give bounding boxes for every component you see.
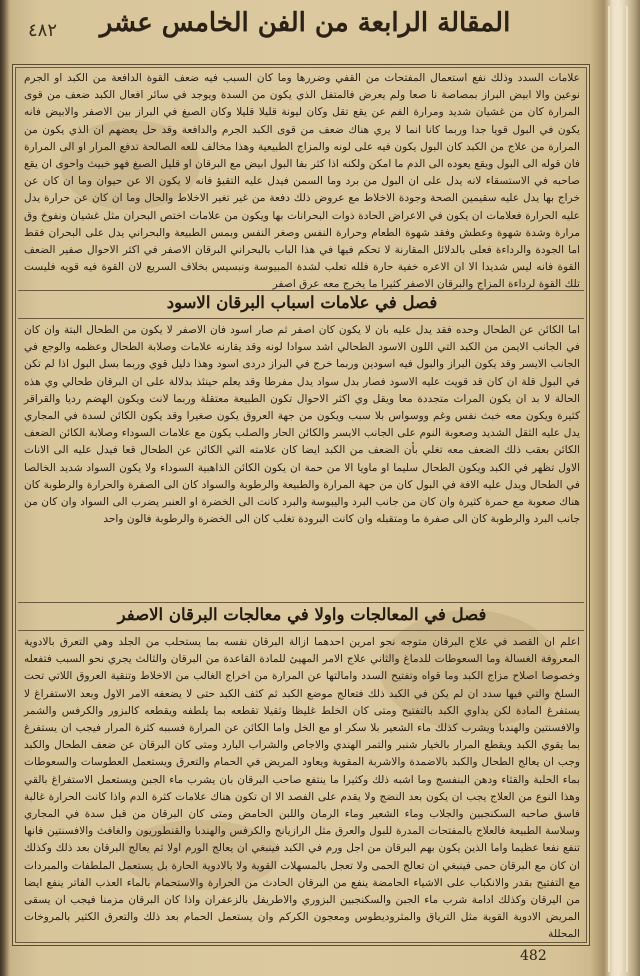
paragraph-1: علامات السدد وذلك نفع استعمال المفتحات من القفي وضررها وما كان السبب فيه ضعف القوة الدافعة من الكبد او الجرم نوعين والا ابيض البراز بمصاصة نا صعا ولم يعرض فالمتفل الذي يكون من السدة ويوجد في سائر افعال الكبد ضعف من قوى المرارة كان من غشيان شديد ومرارة الفم عن يقع تقل وكان ليونة قليلا قليلا وكان الصبغ في البراز بين الاصفر والابيض فانه يكون في البول قويا جدا وربما كانا انما لا يري هناك ضعف من قوى الكبد الجرم والدافعة وقد حل يعضهم ان الذي يكون من المرارة من علاج من الكبد كان البول يكون فيه على لونه والمزاج الطبيعية وهذا مخالف للعه الصالحة تدفع المرار او الى المرارة فان قوله الى البول ويقع يعوده الى الدم ما امكن ولكنه اذا كثر بفا البول ابيض مع البرقان او قليل الصبغ فهو خبيث واحوى ان يقع صاحبه في الاستسقاء لانه يدل على ان البول من برد وما السمن فيدل عليه التقيؤ فانه لا يكون الا عن حيوان وما ان كان عن خراج بها يدل عليه سقيمين الصحة وجودة الاخلاط مع عروض ذلك دفعة من غير تغير الاخلاط والحال وما ان كان عن حرارة يدل عليه الحرارة فعلامات ان يكون في الاعراض الحادة ذوات البحرانات بها ويكون من علامات اختص البحران مثل غشيان ونفوخ وق مرارة وشدة شهوة وعطش وفقد شهوة الطعام وحرارة النفس وصغر النفس وبمس الطبيعة والبحراني يدل على البحران فقط اما الجودة والرداءة فعلى بالدلائل المقارنة لا تحكم فيها في هذا الباب بالبحراني البرقان الاصفر في اكثر الاحوال صفير الضعف القوة فانه ليس شديدا الا ان الاعره خفية حارة فلله تعلب لشدة المبيوسة ونبسيس بخلاف السريع لان القوة فيه قويه فليست تلك القوة لرداءة المزاج والبرقان الاصفر كثيرا ما يخرج معه عرق اصفر (24, 72, 580, 291)
section-heading-1: فصل في علامات اسباب البرقان الاسود (166, 293, 438, 312)
page-title: المقالة الرابعة من الفن الخامس عشر (99, 8, 511, 38)
paragraph-2: اما الكائن عن الطحال وحده فقد يدل عليه بان لا يكون كان اصفر ثم صار اسود فان الاصفر لا يكون من الطحال البتة وان كان في الجانب الايمن من الكبد التي اللون الاسود الطحالي اشد سوادا لونه وقد يقارنه علامات وصلابة الطحال وعظمه والوجع في الجانب الايسر وقد يكون البراز والبول فيه اسودين وربما خرج في البراز دردى اسود وهذا دليل قوي وربما بسل البول اذا لم تكن في البول قلة ان كان قد قويت عليه الاسود فصار بدل سواد يدل مفرطا وقد يعلم حينئذ بدلالة على ان البرقان طحالي وي هذه الحالة لا بد ان يكون المرات متجددة معا ويقل وي اكثر الاحوال تكون الطبيعة معتقلة وربما لانت ويكون الهضم رديا والقراقر كثيرة ويكون معه خبث نفس وغم ووسواس بلا سبب ويكون من جهة العروق يكون صغيرا وقد يكون الكائن لسدة في المجاري يدل عليه الثقل الشديد وصعوبة النوم على الجانب الايسر والكائن الحار والصلب يكون مع علامات السوداء وصلابة الكائن الضعف الكائن بعقب ذلك الضعف معه تغلي بأن الضعف من الكبد ايضا كان علامته التي الكائن عن الطحال قعا فيدل عليه الى الانات الاول تظهر في الكبد ويكون الطحال سليما او ماويا الا من حمة ان يكون الكائن الذاهبية السوداء ولا يكون السواد شديد الخالصا في الطحال ويدل عليه الافة في البول كان من جهة المرارة والطبيعة والرطوبة والسواد كان الى الصفرة والحرارة والرطوبة كان هناك صعوبة مع حمرة كثيرة وان كان من جانب البرد واليبوسة والبرد كانت الى الخضرة او العنبر يضرب الى السواد وان كان من جانب البرد والرطوبة كان الى صفرة ما ومتقبله وان كانت البرودة تغلب كان الى الخضرة والرطوبة فالون واحد (24, 324, 580, 526)
divider (18, 630, 584, 631)
page-edge (626, 6, 628, 972)
paragraph-3: اعلم ان القصد في علاج البرقان متوجه نحو امرين احدهما ازالة البرقان نفسه بما يستحلب من الجلد وهي التعرق بالادوية المعروفة الغسالة وما السعوطات للدماغ والثاني علاج الامر المهيئ للمادة القاعدة من البرقان والثالث يجري نحو السبب فتفعله وخصوصا اصلاح مزاج الكبد وما قواه وتفتيح السدد وامالتها عن المرارة من اخراج الغالب من الاخلاط وتنقية العروق اللاتي تحت السلخ والتي فيها سدد ان لم يكن في الكبد ذلك فتعالج موضع الكبد ثم كثف الكبد حتى لا يضعفه الامر الاول وبعد الاستفراغ لا يستفرغ المادة لكن يداوي الكبد بالتفتيح ومتى كان الخلط غليظا وثقيلا تقطعه بما يلطفه ويقطعه كالبزور والكرفس والشمر والافسنتين والهندبا ويشرب كذلك ماء الشعير بلا سكر او مع الخل واما الكائن عن المرارة فسببه كثرة المرار فيجب ان يستفرغ بما يقوي الكبد ويقطع المرار بالخيار شنبر والتمر الهندي والاجاص والشراب البارد ومتى كان البرقان عن ضعف الطحال والكبد وجب ان يعالج الطحال والكبد بالاضمدة والاشربة المقوية ويعاود المريض في الحمام والتعرق ويستعمل العطوسات والسعوطات بماء الحلبة والقثاء ودهن البنفسج وما اشبه ذلك وكثيرا ما ينتفع صاحب البرقان بان يشرب ماء الجبن ويستعمل الاستفراغ بالقي وهذا النوع من العلاج يجب ان يكون بعد النضج ولا يقدم على الفصد الا ان تكون هناك علامات كثرة الدم واذا كانت الحرارة غالبة فاسق صاحبه السكنجبين والجلاب وماء الشعير وماء الرمان واللبن الحامض ومتى كان البرقان من قبل سدة في المجاري وسلاسة الطبيعة فالعلاج بالمفتحات المدرة للبول والعرق مثل الرازيانج والكرفس والهندبا والقنطوريون والغافث والافسنتين فانها تنفع نفعا عظيما واما الذين يكون بهم البرقان من اجل ورم في الكبد فينبغي ان يعالج الورم اولا ثم يعالج البرقان بعد ذلك وكذلك ان كان مع البرقان حمى فينبغي ان تعالج الحمى ولا تعجل بالمسهلات القوية ولا بالادوية الحارة بل يستعمل الملطفات والمبردات مع التفتيح بقدر والانكباب على الاشياء الحامضة ينفع من البرقان الحادث من الحرارة والاستحمام بالماء العذب الفاتر ينفع ايضا من اليرقان وكذلك ادامة شرب ماء الجبن والسكنجبين البزوري والاطريفل بالزعفران واذا كان البرقان مزمنا فيجب ان يسقى المريض الادوية القوية مثل الترياق والمثروديطوس ومعجون الكركم وان يستعمل الحمام بعد ذلك والتعرق الكثير بالمروخات المحللة (24, 636, 580, 941)
page-number-top: ٤٨٢ (28, 20, 58, 41)
section-heading-2: فصل في المعالجات واولا في معالجات البرقان الاصفر (117, 605, 487, 624)
divider (18, 318, 584, 319)
page-edge (614, 6, 616, 972)
page-edge (620, 6, 622, 972)
divider (18, 602, 584, 603)
page-number-bottom: 482 (520, 948, 547, 964)
divider (18, 290, 584, 291)
page-edge (608, 6, 610, 972)
